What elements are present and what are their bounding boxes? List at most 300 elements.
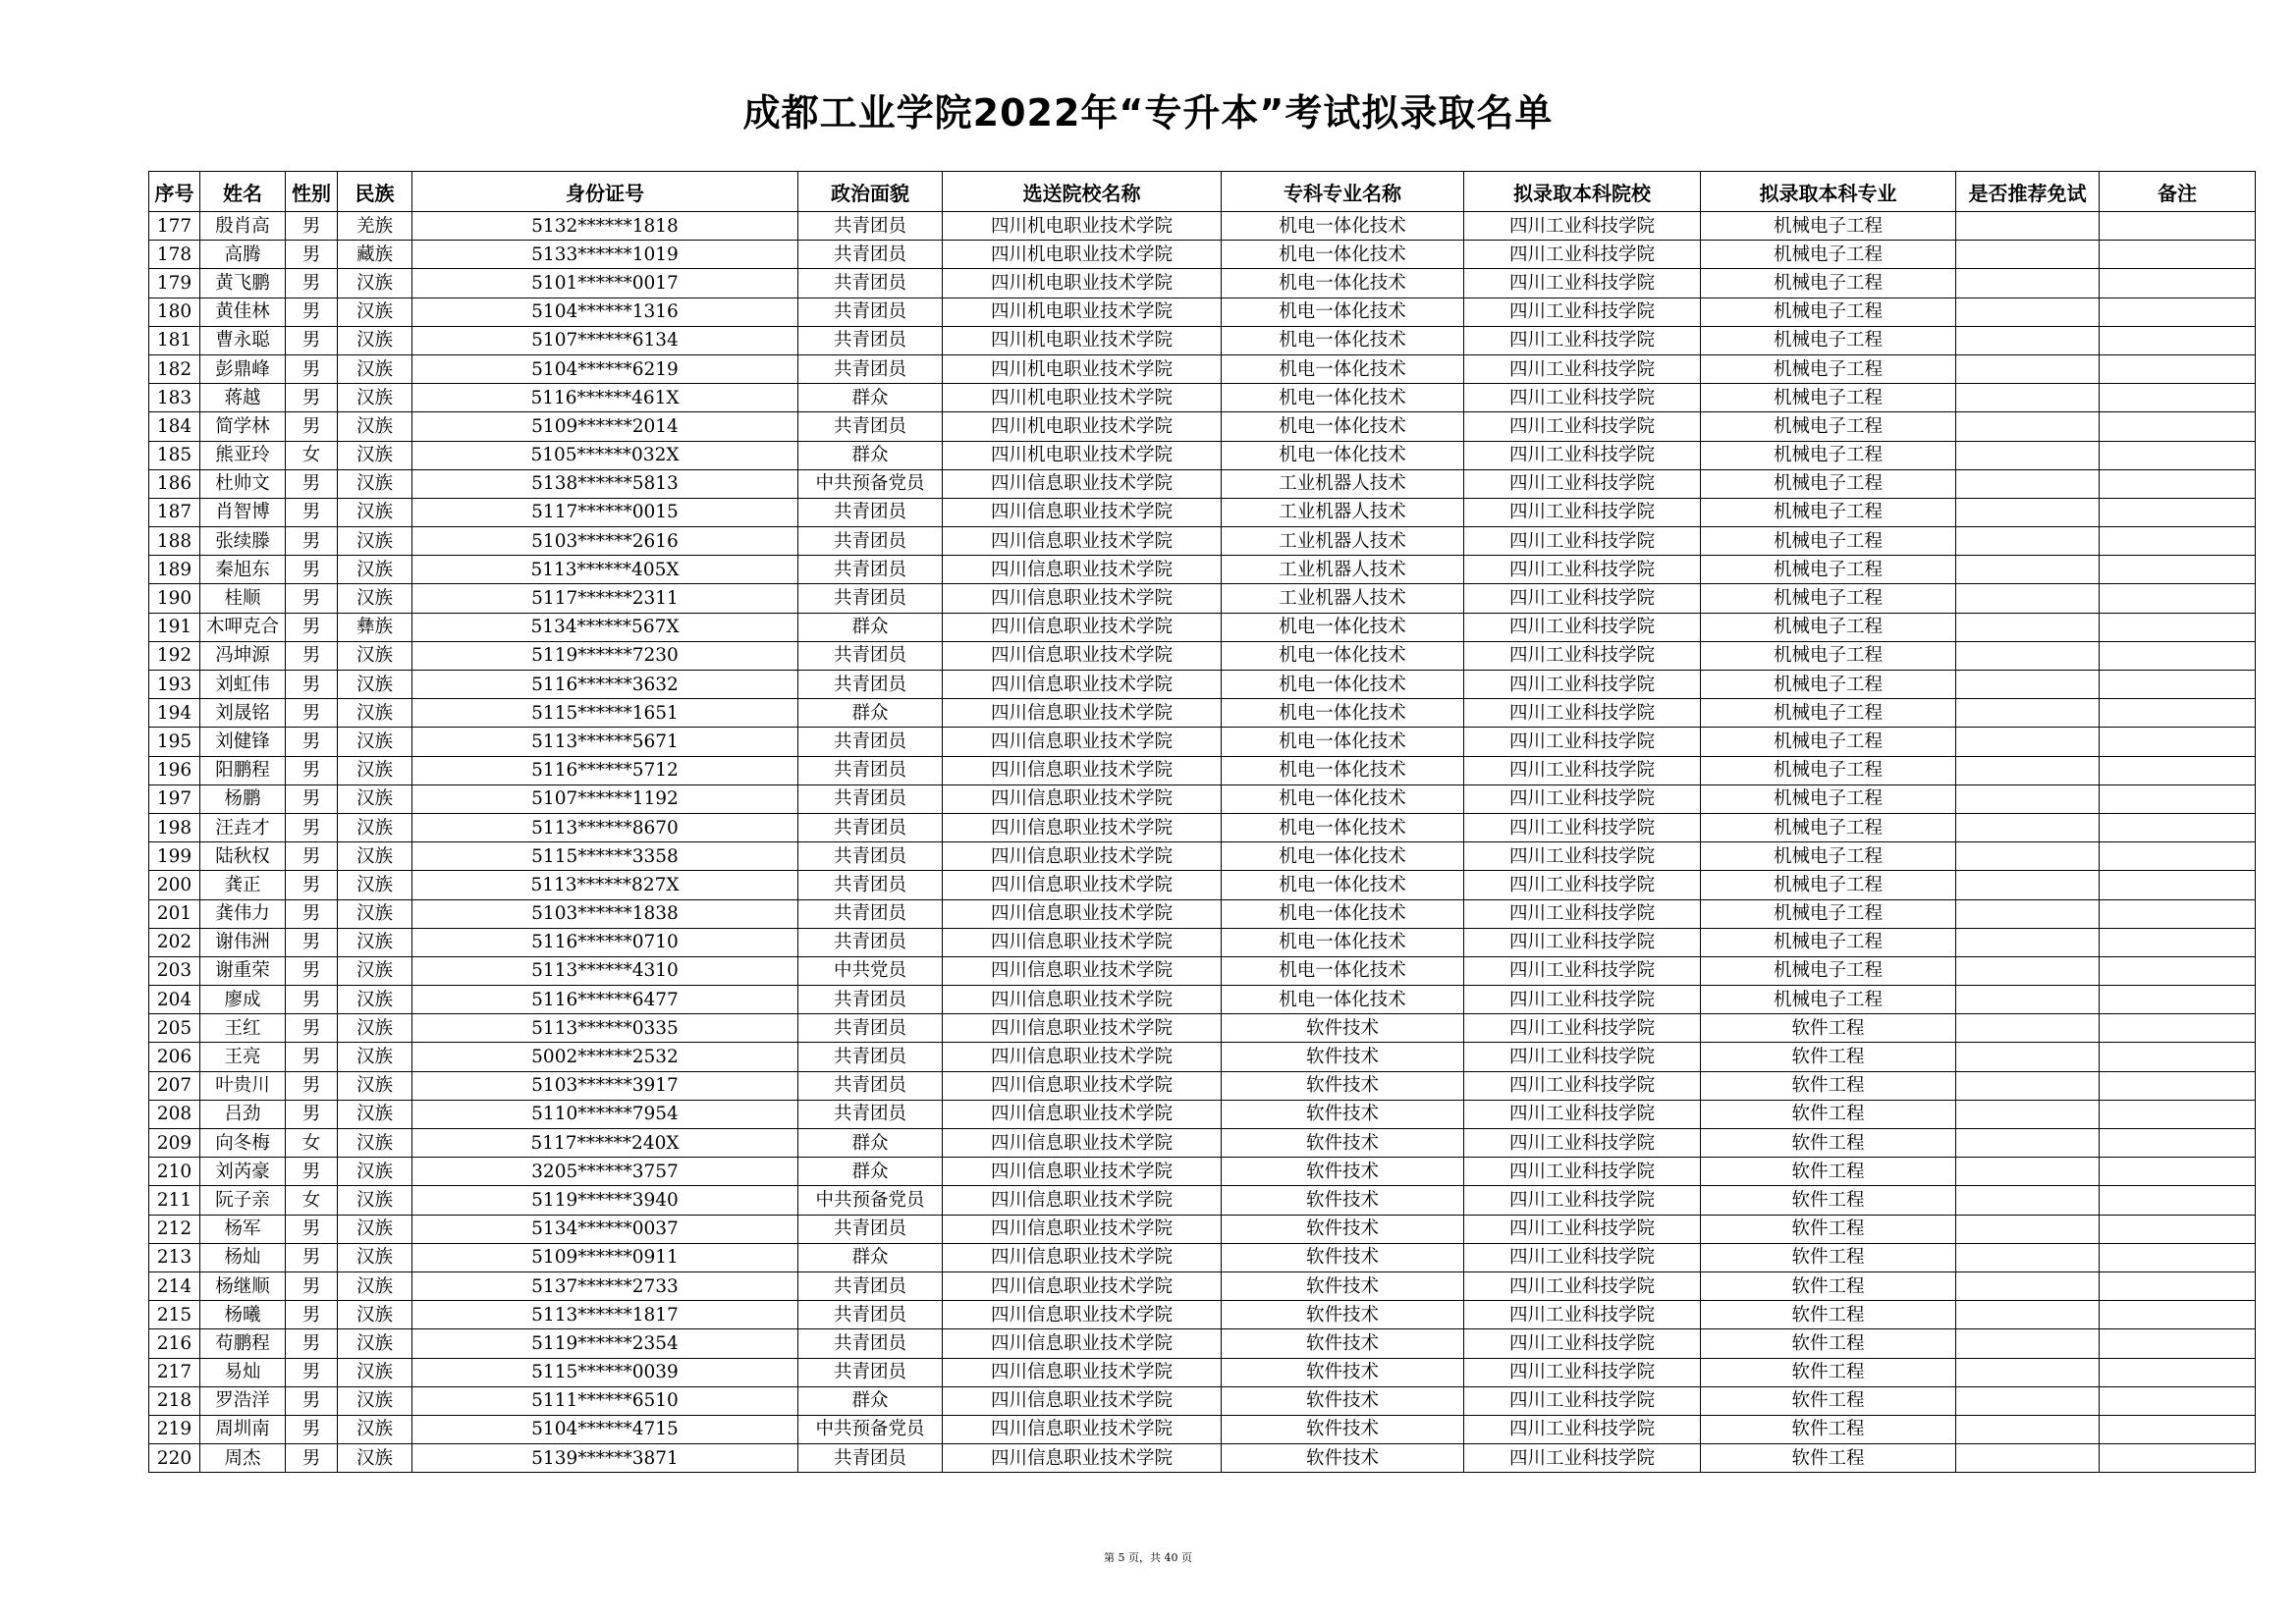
cell-name: 杨鹏: [200, 784, 286, 813]
cell-admit-university: 四川工业科技学院: [1464, 498, 1701, 526]
cell-name: 肖智博: [200, 498, 286, 526]
cell-admit-major: 机械电子工程: [1701, 241, 1956, 269]
cell-index: 193: [149, 671, 200, 699]
cell-source-school: 四川机电职业技术学院: [943, 269, 1222, 298]
cell-id-number: 5110******7954: [412, 1100, 798, 1128]
cell-admit-university: 四川工业科技学院: [1464, 842, 1701, 871]
cell-source-school: 四川信息职业技术学院: [943, 556, 1222, 584]
cell-college-major: 机电一体化技术: [1222, 354, 1464, 383]
table-row: [149, 784, 2256, 813]
cell-ethnicity: 汉族: [338, 1158, 412, 1186]
cell-college-major: 软件技术: [1222, 1014, 1464, 1043]
cell-source-school: 四川信息职业技术学院: [943, 842, 1222, 871]
cell-admit-university: 四川工业科技学院: [1464, 871, 1701, 899]
cell-college-major: 工业机器人技术: [1222, 498, 1464, 526]
table-row: [149, 842, 2256, 871]
cell-name: 王亮: [200, 1043, 286, 1071]
cell-college-major: 机电一体化技术: [1222, 813, 1464, 841]
cell-college-major: 软件技术: [1222, 1243, 1464, 1271]
cell-admit-major: 机械电子工程: [1701, 813, 1956, 841]
cell-gender: 男: [286, 384, 338, 412]
cell-exam-exempt: [1956, 241, 2100, 269]
cell-admit-major: 机械电子工程: [1701, 354, 1956, 383]
table-row: [149, 412, 2256, 441]
table-row: [149, 269, 2256, 298]
cell-admit-university: 四川工业科技学院: [1464, 1186, 1701, 1215]
header-admit-major: 拟录取本科专业: [1701, 172, 1956, 212]
cell-id-number: 5116******0710: [412, 928, 798, 956]
cell-id-number: 5117******2311: [412, 584, 798, 613]
cell-admit-university: 四川工业科技学院: [1464, 1071, 1701, 1100]
cell-exam-exempt: [1956, 1071, 2100, 1100]
cell-id-number: 5116******6477: [412, 986, 798, 1014]
cell-remarks: [2100, 1386, 2256, 1415]
cell-college-major: 机电一体化技术: [1222, 986, 1464, 1014]
table-row: [149, 212, 2256, 241]
cell-gender: 男: [286, 728, 338, 756]
cell-admit-major: 机械电子工程: [1701, 298, 1956, 326]
cell-ethnicity: 汉族: [338, 728, 412, 756]
cell-exam-exempt: [1956, 498, 2100, 526]
cell-ethnicity: 汉族: [338, 1186, 412, 1215]
table-row: [149, 527, 2256, 556]
cell-admit-university: 四川工业科技学院: [1464, 671, 1701, 699]
cell-ethnicity: 汉族: [338, 784, 412, 813]
cell-exam-exempt: [1956, 1158, 2100, 1186]
cell-remarks: [2100, 1158, 2256, 1186]
cell-admit-major: 软件工程: [1701, 1071, 1956, 1100]
header-source-school: 选送院校名称: [943, 172, 1222, 212]
cell-source-school: 四川信息职业技术学院: [943, 699, 1222, 728]
cell-admit-major: 机械电子工程: [1701, 326, 1956, 354]
cell-source-school: 四川信息职业技术学院: [943, 871, 1222, 899]
cell-admit-university: 四川工业科技学院: [1464, 1043, 1701, 1071]
cell-exam-exempt: [1956, 728, 2100, 756]
cell-gender: 女: [286, 1129, 338, 1158]
cell-gender: 男: [286, 956, 338, 985]
cell-source-school: 四川信息职业技术学院: [943, 1158, 1222, 1186]
cell-admit-university: 四川工业科技学院: [1464, 784, 1701, 813]
cell-ethnicity: 汉族: [338, 556, 412, 584]
cell-college-major: 机电一体化技术: [1222, 899, 1464, 928]
cell-exam-exempt: [1956, 441, 2100, 469]
cell-admit-major: 机械电子工程: [1701, 728, 1956, 756]
cell-id-number: 5113******405X: [412, 556, 798, 584]
cell-source-school: 四川信息职业技术学院: [943, 956, 1222, 985]
cell-gender: 男: [286, 584, 338, 613]
cell-index: 206: [149, 1043, 200, 1071]
cell-ethnicity: 汉族: [338, 498, 412, 526]
cell-name: 秦旭东: [200, 556, 286, 584]
cell-political-status: 共青团员: [798, 1043, 943, 1071]
cell-political-status: 共青团员: [798, 412, 943, 441]
cell-exam-exempt: [1956, 928, 2100, 956]
cell-source-school: 四川信息职业技术学院: [943, 1386, 1222, 1415]
cell-political-status: 共青团员: [798, 1358, 943, 1386]
cell-college-major: 工业机器人技术: [1222, 556, 1464, 584]
cell-name: 易灿: [200, 1358, 286, 1386]
cell-exam-exempt: [1956, 1100, 2100, 1128]
cell-admit-university: 四川工业科技学院: [1464, 241, 1701, 269]
cell-ethnicity: 汉族: [338, 354, 412, 383]
cell-admit-university: 四川工业科技学院: [1464, 584, 1701, 613]
cell-id-number: 5103******1838: [412, 899, 798, 928]
cell-source-school: 四川信息职业技术学院: [943, 784, 1222, 813]
cell-source-school: 四川信息职业技术学院: [943, 1329, 1222, 1358]
cell-index: 214: [149, 1271, 200, 1300]
cell-gender: 男: [286, 1243, 338, 1271]
table-row: [149, 1129, 2256, 1158]
cell-college-major: 机电一体化技术: [1222, 871, 1464, 899]
cell-index: 216: [149, 1329, 200, 1358]
cell-political-status: 共青团员: [798, 354, 943, 383]
cell-source-school: 四川机电职业技术学院: [943, 412, 1222, 441]
cell-college-major: 机电一体化技术: [1222, 756, 1464, 784]
cell-political-status: 共青团员: [798, 728, 943, 756]
cell-admit-major: 机械电子工程: [1701, 527, 1956, 556]
cell-political-status: 共青团员: [798, 928, 943, 956]
cell-gender: 男: [286, 498, 338, 526]
cell-name: 黄飞鹏: [200, 269, 286, 298]
cell-college-major: 机电一体化技术: [1222, 441, 1464, 469]
cell-admit-major: 软件工程: [1701, 1415, 1956, 1443]
table-row: [149, 1014, 2256, 1043]
cell-exam-exempt: [1956, 298, 2100, 326]
cell-college-major: 机电一体化技术: [1222, 212, 1464, 241]
cell-source-school: 四川信息职业技术学院: [943, 469, 1222, 498]
cell-political-status: 共青团员: [798, 899, 943, 928]
cell-college-major: 软件技术: [1222, 1043, 1464, 1071]
cell-id-number: 5116******461X: [412, 384, 798, 412]
cell-id-number: 5105******032X: [412, 441, 798, 469]
cell-name: 张续滕: [200, 527, 286, 556]
cell-source-school: 四川信息职业技术学院: [943, 1043, 1222, 1071]
cell-exam-exempt: [1956, 1215, 2100, 1243]
cell-id-number: 3205******3757: [412, 1158, 798, 1186]
cell-admit-university: 四川工业科技学院: [1464, 986, 1701, 1014]
cell-college-major: 机电一体化技术: [1222, 613, 1464, 641]
cell-exam-exempt: [1956, 269, 2100, 298]
cell-name: 谢重荣: [200, 956, 286, 985]
cell-admit-major: 机械电子工程: [1701, 899, 1956, 928]
cell-gender: 男: [286, 354, 338, 383]
cell-id-number: 5111******6510: [412, 1386, 798, 1415]
cell-gender: 男: [286, 269, 338, 298]
table-row: [149, 498, 2256, 526]
cell-college-major: 机电一体化技术: [1222, 928, 1464, 956]
cell-remarks: [2100, 613, 2256, 641]
cell-index: 213: [149, 1243, 200, 1271]
cell-exam-exempt: [1956, 412, 2100, 441]
cell-index: 188: [149, 527, 200, 556]
cell-index: 203: [149, 956, 200, 985]
cell-political-status: 共青团员: [798, 1215, 943, 1243]
header-exam-exempt: 是否推荐免试: [1956, 172, 2100, 212]
cell-admit-university: 四川工业科技学院: [1464, 469, 1701, 498]
cell-exam-exempt: [1956, 871, 2100, 899]
cell-id-number: 5137******2733: [412, 1271, 798, 1300]
cell-college-major: 软件技术: [1222, 1158, 1464, 1186]
cell-political-status: 共青团员: [798, 212, 943, 241]
cell-political-status: 共青团员: [798, 756, 943, 784]
cell-ethnicity: 汉族: [338, 1329, 412, 1358]
cell-id-number: 5116******5712: [412, 756, 798, 784]
cell-name: 王红: [200, 1014, 286, 1043]
cell-political-status: 群众: [798, 441, 943, 469]
cell-index: 199: [149, 842, 200, 871]
cell-ethnicity: 汉族: [338, 1358, 412, 1386]
cell-exam-exempt: [1956, 1415, 2100, 1443]
cell-ethnicity: 汉族: [338, 671, 412, 699]
cell-admit-university: 四川工业科技学院: [1464, 1129, 1701, 1158]
cell-college-major: 机电一体化技术: [1222, 298, 1464, 326]
cell-admit-major: 机械电子工程: [1701, 956, 1956, 985]
cell-remarks: [2100, 1100, 2256, 1128]
cell-source-school: 四川信息职业技术学院: [943, 671, 1222, 699]
cell-gender: 男: [286, 1071, 338, 1100]
cell-admit-major: 机械电子工程: [1701, 441, 1956, 469]
cell-source-school: 四川信息职业技术学院: [943, 498, 1222, 526]
cell-remarks: [2100, 1301, 2256, 1329]
cell-gender: 男: [286, 1301, 338, 1329]
cell-admit-university: 四川工业科技学院: [1464, 899, 1701, 928]
cell-name: 龚正: [200, 871, 286, 899]
table-row: [149, 1243, 2256, 1271]
cell-name: 吕劲: [200, 1100, 286, 1128]
cell-index: 212: [149, 1215, 200, 1243]
table-row: [149, 1271, 2256, 1300]
cell-political-status: 共青团员: [798, 1014, 943, 1043]
cell-exam-exempt: [1956, 354, 2100, 383]
cell-id-number: 5107******6134: [412, 326, 798, 354]
cell-index: 177: [149, 212, 200, 241]
cell-index: 183: [149, 384, 200, 412]
cell-admit-major: 机械电子工程: [1701, 469, 1956, 498]
cell-index: 201: [149, 899, 200, 928]
cell-remarks: [2100, 384, 2256, 412]
cell-admit-university: 四川工业科技学院: [1464, 1243, 1701, 1271]
cell-exam-exempt: [1956, 813, 2100, 841]
cell-source-school: 四川信息职业技术学院: [943, 527, 1222, 556]
cell-exam-exempt: [1956, 699, 2100, 728]
cell-remarks: [2100, 1186, 2256, 1215]
table-row: [149, 641, 2256, 670]
table-row: [149, 1444, 2256, 1473]
cell-source-school: 四川机电职业技术学院: [943, 212, 1222, 241]
cell-college-major: 软件技术: [1222, 1358, 1464, 1386]
cell-index: 210: [149, 1158, 200, 1186]
cell-ethnicity: 汉族: [338, 956, 412, 985]
cell-source-school: 四川机电职业技术学院: [943, 384, 1222, 412]
cell-source-school: 四川信息职业技术学院: [943, 1100, 1222, 1128]
cell-remarks: [2100, 756, 2256, 784]
cell-source-school: 四川信息职业技术学院: [943, 756, 1222, 784]
table-row: [149, 699, 2256, 728]
cell-ethnicity: 汉族: [338, 756, 412, 784]
cell-political-status: 群众: [798, 1129, 943, 1158]
table-row: [149, 728, 2256, 756]
cell-ethnicity: 汉族: [338, 1301, 412, 1329]
table-row: [149, 871, 2256, 899]
cell-admit-university: 四川工业科技学院: [1464, 1301, 1701, 1329]
cell-ethnicity: 汉族: [338, 584, 412, 613]
cell-remarks: [2100, 899, 2256, 928]
cell-id-number: 5103******2616: [412, 527, 798, 556]
cell-id-number: 5113******1817: [412, 1301, 798, 1329]
cell-index: 209: [149, 1129, 200, 1158]
cell-remarks: [2100, 241, 2256, 269]
cell-index: 198: [149, 813, 200, 841]
cell-admit-university: 四川工业科技学院: [1464, 756, 1701, 784]
cell-admit-major: 软件工程: [1701, 1186, 1956, 1215]
cell-remarks: [2100, 1329, 2256, 1358]
cell-source-school: 四川信息职业技术学院: [943, 1358, 1222, 1386]
cell-college-major: 机电一体化技术: [1222, 956, 1464, 985]
cell-college-major: 软件技术: [1222, 1301, 1464, 1329]
cell-gender: 男: [286, 986, 338, 1014]
cell-college-major: 软件技术: [1222, 1444, 1464, 1473]
cell-id-number: 5132******1818: [412, 212, 798, 241]
cell-name: 桂顺: [200, 584, 286, 613]
cell-exam-exempt: [1956, 756, 2100, 784]
cell-index: 180: [149, 298, 200, 326]
cell-remarks: [2100, 469, 2256, 498]
table-row: [149, 1215, 2256, 1243]
cell-admit-university: 四川工业科技学院: [1464, 212, 1701, 241]
cell-admit-university: 四川工业科技学院: [1464, 1358, 1701, 1386]
cell-ethnicity: 藏族: [338, 241, 412, 269]
table-row: [149, 1301, 2256, 1329]
cell-name: 刘晟铭: [200, 699, 286, 728]
cell-gender: 男: [286, 1043, 338, 1071]
cell-ethnicity: 汉族: [338, 269, 412, 298]
cell-political-status: 共青团员: [798, 269, 943, 298]
cell-political-status: 共青团员: [798, 671, 943, 699]
cell-exam-exempt: [1956, 899, 2100, 928]
cell-index: 182: [149, 354, 200, 383]
cell-college-major: 软件技术: [1222, 1186, 1464, 1215]
cell-ethnicity: 汉族: [338, 412, 412, 441]
cell-remarks: [2100, 1444, 2256, 1473]
table-header-row: [149, 172, 2256, 212]
cell-admit-major: 机械电子工程: [1701, 871, 1956, 899]
cell-id-number: 5115******1651: [412, 699, 798, 728]
header-name: 姓名: [200, 172, 286, 212]
table-row: [149, 1158, 2256, 1186]
cell-remarks: [2100, 441, 2256, 469]
cell-exam-exempt: [1956, 1358, 2100, 1386]
cell-name: 向冬梅: [200, 1129, 286, 1158]
cell-admit-major: 机械电子工程: [1701, 556, 1956, 584]
cell-source-school: 四川机电职业技术学院: [943, 241, 1222, 269]
cell-gender: 男: [286, 1100, 338, 1128]
cell-political-status: 共青团员: [798, 556, 943, 584]
cell-name: 刘虹伟: [200, 671, 286, 699]
cell-gender: 男: [286, 813, 338, 841]
table-row: [149, 1043, 2256, 1071]
cell-political-status: 中共党员: [798, 956, 943, 985]
cell-admit-major: 机械电子工程: [1701, 784, 1956, 813]
cell-college-major: 机电一体化技术: [1222, 641, 1464, 670]
cell-ethnicity: 羌族: [338, 212, 412, 241]
cell-index: 215: [149, 1301, 200, 1329]
cell-political-status: 共青团员: [798, 784, 943, 813]
cell-ethnicity: 汉族: [338, 1415, 412, 1443]
cell-ethnicity: 汉族: [338, 641, 412, 670]
cell-gender: 男: [286, 871, 338, 899]
cell-admit-major: 软件工程: [1701, 1215, 1956, 1243]
cell-ethnicity: 汉族: [338, 871, 412, 899]
cell-index: 181: [149, 326, 200, 354]
cell-college-major: 机电一体化技术: [1222, 842, 1464, 871]
cell-index: 184: [149, 412, 200, 441]
cell-gender: 男: [286, 469, 338, 498]
cell-index: 189: [149, 556, 200, 584]
cell-admit-major: 机械电子工程: [1701, 212, 1956, 241]
cell-gender: 男: [286, 899, 338, 928]
cell-college-major: 机电一体化技术: [1222, 728, 1464, 756]
cell-gender: 男: [286, 671, 338, 699]
cell-political-status: 共青团员: [798, 298, 943, 326]
cell-gender: 男: [286, 556, 338, 584]
cell-gender: 男: [286, 412, 338, 441]
cell-admit-university: 四川工业科技学院: [1464, 641, 1701, 670]
cell-admit-university: 四川工业科技学院: [1464, 1386, 1701, 1415]
cell-gender: 男: [286, 784, 338, 813]
cell-admit-major: 软件工程: [1701, 1043, 1956, 1071]
cell-political-status: 群众: [798, 384, 943, 412]
cell-political-status: 共青团员: [798, 584, 943, 613]
cell-name: 蒋越: [200, 384, 286, 412]
cell-name: 杨曦: [200, 1301, 286, 1329]
cell-ethnicity: 汉族: [338, 842, 412, 871]
cell-admit-university: 四川工业科技学院: [1464, 1100, 1701, 1128]
cell-exam-exempt: [1956, 784, 2100, 813]
cell-name: 杨灿: [200, 1243, 286, 1271]
cell-remarks: [2100, 928, 2256, 956]
cell-exam-exempt: [1956, 986, 2100, 1014]
cell-name: 冯坤源: [200, 641, 286, 670]
table-row: [149, 928, 2256, 956]
cell-admit-university: 四川工业科技学院: [1464, 1014, 1701, 1043]
cell-remarks: [2100, 326, 2256, 354]
cell-gender: 男: [286, 527, 338, 556]
cell-exam-exempt: [1956, 956, 2100, 985]
cell-college-major: 机电一体化技术: [1222, 269, 1464, 298]
cell-id-number: 5117******240X: [412, 1129, 798, 1158]
cell-political-status: 群众: [798, 1243, 943, 1271]
cell-admit-university: 四川工业科技学院: [1464, 1215, 1701, 1243]
cell-college-major: 工业机器人技术: [1222, 469, 1464, 498]
cell-source-school: 四川信息职业技术学院: [943, 613, 1222, 641]
cell-index: 207: [149, 1071, 200, 1100]
cell-remarks: [2100, 1071, 2256, 1100]
cell-political-status: 共青团员: [798, 1444, 943, 1473]
cell-gender: 男: [286, 326, 338, 354]
cell-admit-university: 四川工业科技学院: [1464, 728, 1701, 756]
cell-political-status: 中共预备党员: [798, 1415, 943, 1443]
cell-remarks: [2100, 956, 2256, 985]
cell-admit-major: 软件工程: [1701, 1386, 1956, 1415]
cell-admit-university: 四川工业科技学院: [1464, 613, 1701, 641]
cell-political-status: 共青团员: [798, 871, 943, 899]
cell-exam-exempt: [1956, 1243, 2100, 1271]
header-political-status: 政治面貌: [798, 172, 943, 212]
cell-index: 192: [149, 641, 200, 670]
cell-remarks: [2100, 1129, 2256, 1158]
cell-index: 185: [149, 441, 200, 469]
cell-admit-major: 软件工程: [1701, 1129, 1956, 1158]
